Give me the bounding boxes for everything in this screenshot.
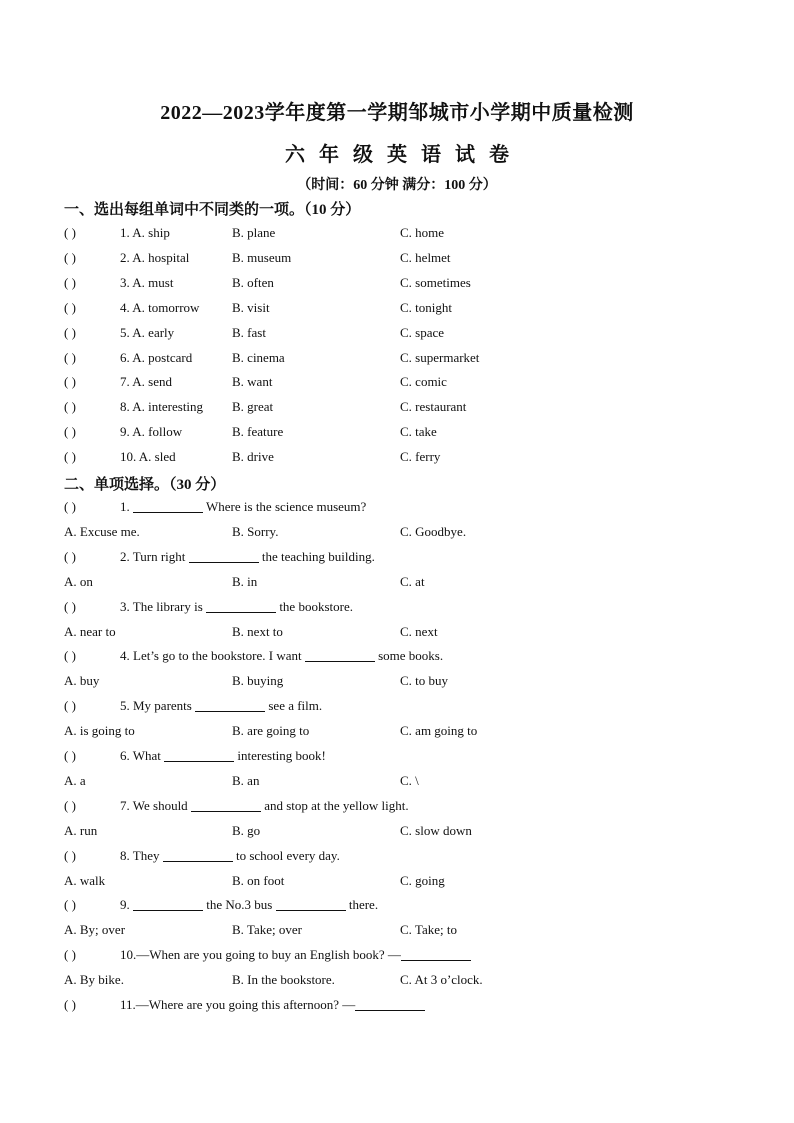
question-stem: the bookstore. [276, 598, 353, 614]
question-stem: Where is the science museum? [203, 499, 367, 514]
options-row [64, 720, 744, 742]
option-a: 10. A. sled [120, 449, 176, 465]
option-b: B. museum [232, 249, 292, 265]
option-b: B. fast [232, 324, 266, 340]
question-stem: the teaching building. [258, 548, 375, 564]
option-a: 4. A. tomorrow [120, 299, 200, 315]
options-row [64, 919, 744, 941]
question-stem: some books. [374, 648, 444, 664]
answer-paren[interactable]: ( ) [64, 997, 76, 1012]
option-c: C. Take; to [400, 922, 457, 938]
option-c: C. to buy [400, 673, 449, 689]
option-a: A. buy [64, 673, 100, 689]
option-b: B. Sorry. [232, 523, 279, 539]
answer-paren[interactable]: ( ) [64, 424, 76, 440]
question-stem: see a film. [265, 698, 323, 714]
question-text [120, 596, 353, 618]
question-text [120, 795, 409, 817]
question-text [120, 994, 425, 1016]
option-a: 2. A. hospital [120, 249, 190, 265]
question-text [120, 745, 326, 767]
question-row [64, 496, 744, 518]
question-stem: 10.—When are you going to buy an English book? — [120, 947, 401, 963]
answer-blank[interactable] [189, 548, 259, 563]
option-c: C. going [400, 872, 445, 888]
option-b: B. are going to [232, 723, 310, 739]
question-text [120, 496, 366, 518]
question-stem: 3. The library is [120, 598, 207, 614]
question-row [64, 222, 744, 244]
question-text [120, 944, 471, 966]
option-a: 8. A. interesting [120, 399, 204, 415]
answer-blank[interactable] [305, 647, 375, 662]
question-row [64, 272, 744, 294]
answer-blank[interactable] [164, 747, 234, 762]
question-text [120, 695, 322, 717]
option-c: C. sometimes [400, 274, 471, 290]
option-a: A. is going to [64, 723, 135, 739]
question-text [120, 546, 375, 568]
question-row [64, 421, 744, 443]
question-row [64, 795, 744, 817]
option-c: C. Goodbye. [400, 523, 467, 539]
question-stem: 6. What [120, 748, 165, 763]
answer-blank[interactable] [133, 498, 203, 513]
answer-paren[interactable]: ( ) [64, 698, 76, 714]
question-stem: 2. Turn right [120, 548, 189, 564]
option-a: 1. A. ship [120, 225, 170, 240]
answer-paren[interactable]: ( ) [64, 847, 76, 863]
question-row [64, 745, 744, 767]
option-c: C. next [400, 623, 438, 639]
answer-paren[interactable]: ( ) [64, 324, 76, 340]
option-c: C. am going to [400, 723, 478, 739]
question-row [64, 446, 744, 468]
option-b: B. Take; over [232, 922, 302, 938]
question-row [64, 596, 744, 618]
option-a: A. near to [64, 623, 116, 639]
answer-paren[interactable]: ( ) [64, 598, 76, 614]
question-row [64, 894, 744, 916]
option-b: B. plane [232, 225, 276, 240]
option-c: C. supermarket [400, 349, 480, 365]
question-stem: 8. They [120, 847, 163, 863]
answer-paren[interactable]: ( ) [64, 374, 76, 390]
option-c: C. home [400, 225, 445, 240]
question-stem: 7. We should [120, 797, 191, 813]
options-row [64, 521, 744, 543]
answer-paren[interactable]: ( ) [64, 299, 76, 315]
option-b: B. an [232, 772, 260, 788]
option-a: 7. A. send [120, 374, 172, 390]
option-a: A. on [64, 573, 93, 589]
option-c: C. at [400, 573, 425, 589]
option-c: C. slow down [400, 822, 472, 838]
option-b: B. In the bookstore. [232, 972, 335, 988]
option-a: A. By; over [64, 922, 126, 938]
answer-paren[interactable]: ( ) [64, 648, 76, 664]
question-row [64, 297, 744, 319]
answer-paren[interactable]: ( ) [64, 548, 76, 564]
question-row [64, 845, 744, 867]
option-c: C. restaurant [400, 399, 467, 415]
question-row [64, 371, 744, 393]
option-b: B. drive [232, 449, 274, 465]
question-stem: 4. Let’s go to the bookstore. I want [120, 648, 305, 664]
option-b: B. go [232, 822, 261, 838]
answer-paren[interactable]: ( ) [64, 449, 76, 465]
options-row [64, 770, 744, 792]
question-row [64, 546, 744, 568]
question-row [64, 247, 744, 269]
option-a: 9. A. follow [120, 424, 183, 440]
time-and-score: （时间：60 分钟 满分：100 分） [297, 178, 497, 193]
answer-paren[interactable]: ( ) [64, 797, 76, 813]
answer-blank[interactable] [401, 946, 471, 961]
options-row [64, 571, 744, 593]
option-a: A. a [64, 772, 86, 788]
question-stem: there. [345, 897, 379, 913]
options-row [64, 870, 744, 892]
options-row [64, 670, 744, 692]
question-stem: to school every day. [232, 847, 340, 863]
answer-paren[interactable]: ( ) [64, 499, 76, 514]
option-a: 3. A. must [120, 274, 174, 290]
option-b: B. cinema [232, 349, 285, 365]
answer-paren[interactable]: ( ) [64, 225, 76, 240]
answer-blank[interactable] [163, 847, 233, 862]
option-b: B. next to [232, 623, 283, 639]
option-c: C. take [400, 424, 437, 440]
exam-subtitle: 六年级英语试卷 [285, 144, 523, 166]
option-c: C. helmet [400, 249, 451, 265]
question-row [64, 645, 744, 667]
option-b: B. often [232, 274, 274, 290]
answer-blank[interactable] [276, 896, 346, 911]
answer-blank[interactable] [133, 896, 203, 911]
option-c: C. tonight [400, 299, 453, 315]
question-row [64, 347, 744, 369]
option-b: B. visit [232, 299, 270, 315]
options-row [64, 820, 744, 842]
option-a: A. walk [64, 872, 106, 888]
question-text [120, 645, 443, 667]
option-b: B. in [232, 573, 258, 589]
answer-paren[interactable]: ( ) [64, 947, 76, 963]
answer-paren[interactable]: ( ) [64, 399, 76, 415]
options-row [64, 621, 744, 643]
question-stem: 1. [120, 499, 133, 514]
option-a: A. Excuse me. [64, 523, 140, 539]
option-a: 5. A. early [120, 324, 175, 340]
option-b: B. feature [232, 424, 284, 440]
option-a: A. By bike. [64, 972, 124, 988]
option-c: C. comic [400, 374, 447, 390]
answer-blank[interactable] [206, 598, 276, 613]
answer-paren[interactable]: ( ) [64, 249, 76, 265]
question-row [64, 994, 744, 1016]
question-row [64, 322, 744, 344]
option-b: B. buying [232, 673, 284, 689]
option-c: C. ferry [400, 449, 441, 465]
question-stem: and stop at the yellow light. [260, 797, 409, 813]
exam-title: 2022—2023学年度第一学期邹城市小学期中质量检测 [160, 102, 634, 124]
options-row [64, 969, 744, 991]
option-a: 6. A. postcard [120, 349, 193, 365]
option-c: C. space [400, 324, 445, 340]
question-stem: 5. My parents [120, 698, 196, 714]
question-text [120, 845, 340, 867]
question-text [120, 894, 378, 916]
option-a: A. run [64, 822, 98, 838]
answer-paren[interactable]: ( ) [64, 274, 76, 290]
section2-heading: 二、单项选择。（30 分） [64, 477, 226, 493]
answer-blank[interactable] [191, 797, 261, 812]
question-stem: 9. [120, 897, 133, 913]
question-stem: the No.3 bus [203, 897, 276, 913]
question-stem: 11.—Where are you going this afternoon? — [120, 997, 356, 1012]
option-c: C. \ [400, 772, 419, 788]
answer-paren[interactable]: ( ) [64, 748, 76, 763]
question-row [64, 944, 744, 966]
option-b: B. want [232, 374, 273, 390]
question-row [64, 396, 744, 418]
answer-blank[interactable] [195, 697, 265, 712]
question-stem: interesting book! [234, 748, 326, 763]
answer-blank[interactable] [355, 996, 425, 1011]
question-row [64, 695, 744, 717]
answer-paren[interactable]: ( ) [64, 349, 76, 365]
option-c: C. At 3 o’clock. [400, 972, 483, 988]
answer-paren[interactable]: ( ) [64, 897, 76, 913]
option-b: B. on foot [232, 872, 285, 888]
option-b: B. great [232, 399, 274, 415]
section1-heading: 一、选出每组单词中不同类的一项。（10 分） [64, 202, 361, 218]
